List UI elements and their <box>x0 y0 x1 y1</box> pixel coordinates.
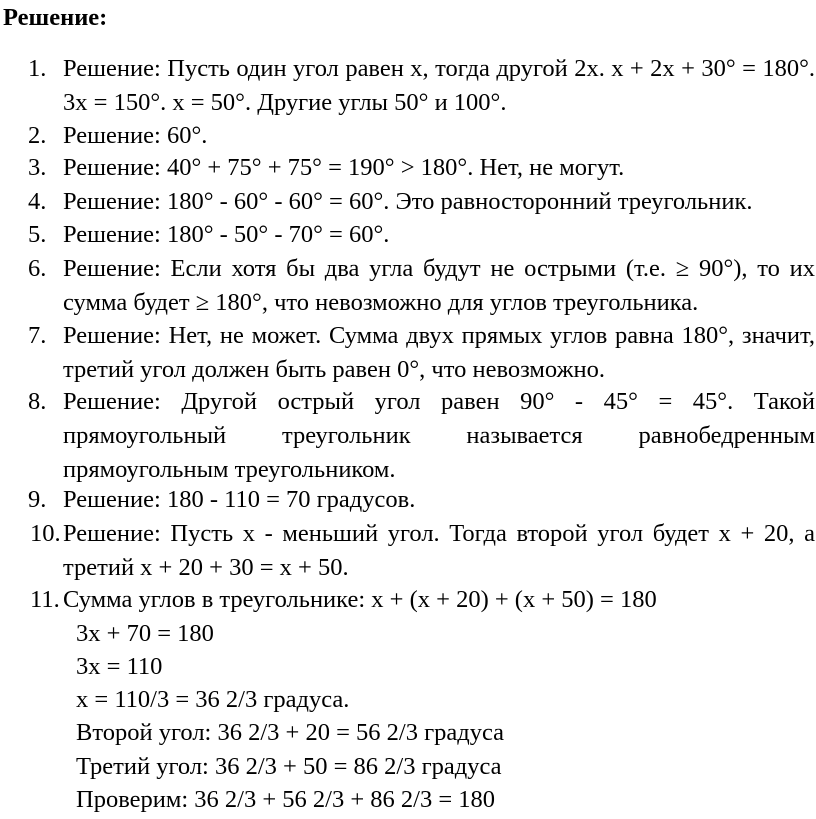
item-number: 6. <box>28 255 47 282</box>
item-text: Решение: 60°. <box>63 122 208 149</box>
solution-step: 3х + 70 = 180 <box>76 620 214 647</box>
item-number: 1. <box>28 55 47 82</box>
item-text: Решение: 180° - 60° - 60° = 60°. Это равносторонний треугольник. <box>63 188 753 215</box>
item-number: 11. <box>30 586 60 613</box>
solution-step: Третий угол: 36 2/3 + 50 = 86 2/3 градуса <box>76 753 502 780</box>
item-text: Решение: Пусть х - меньший угол. Тогда второй угол будет х + 20, а третий х + 20 + 30 = х + 50. <box>63 520 815 581</box>
item-number: 9. <box>28 486 47 513</box>
item-text: Решение: Пусть один угол равен х, тогда другой 2х. х + 2х + 30° = 180°. 3х = 150°. х = 50°. Другие углы 50° и 100°. <box>63 55 815 116</box>
item-number: 7. <box>28 322 47 349</box>
item-text: Решение: Если хотя бы два угла будут не острыми (т.е. ≥ 90°), то их сумма будет ≥ 180°, что невозможно для углов треугольника. <box>63 255 815 316</box>
solution-step: 3х = 110 <box>76 653 163 680</box>
item-text: Сумма углов в треугольнике: х + (х + 20) + (х + 50) = 180 <box>63 586 657 613</box>
item-number: 2. <box>28 122 47 149</box>
solution-step: Второй угол: 36 2/3 + 20 = 56 2/3 градуса <box>76 719 505 746</box>
solution-heading: Решение: <box>3 4 108 31</box>
item-text: Решение: Нет, не может. Сумма двух прямых углов равна 180°, значит, третий угол должен быть равен 0°, что невозможно. <box>63 322 815 383</box>
item-text: Решение: 180° - 50° - 70° = 60°. <box>63 221 390 248</box>
item-number: 4. <box>28 188 47 215</box>
item-number: 8. <box>28 388 47 415</box>
item-text: Решение: Другой острый угол равен 90° - 45° = 45°. Такой прямоугольный треугольник называется равнобедренным прямоугольным треугольником. <box>63 388 815 483</box>
item-number: 5. <box>28 221 47 248</box>
solution-step: х = 110/3 = 36 2/3 градуса. <box>76 686 350 713</box>
item-text: Решение: 180 - 110 = 70 градусов. <box>63 486 416 513</box>
item-number: 3. <box>28 154 47 181</box>
solution-step: Проверим: 36 2/3 + 56 2/3 + 86 2/3 = 180 <box>76 786 496 813</box>
item-number: 10. <box>30 520 61 547</box>
item-text: Решение: 40° + 75° + 75° = 190° > 180°. Нет, не могут. <box>63 154 625 181</box>
